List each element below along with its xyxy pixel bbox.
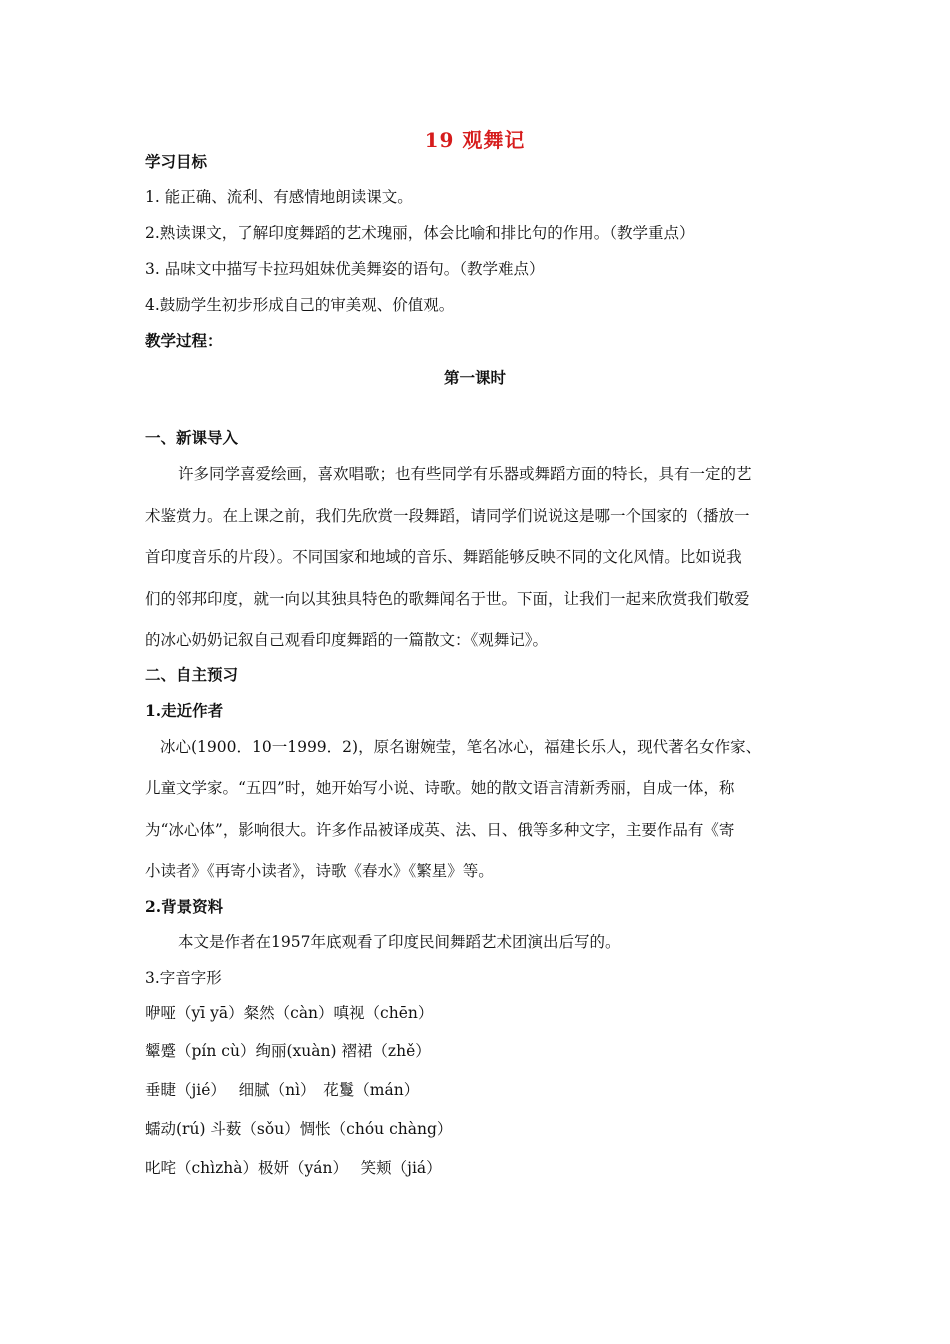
pronunciation-line: 蠕动(rú) 斗薮（sǒu）惆怅（chóu chàng） (145, 1120, 453, 1138)
pronunciation-line: 咿哑（yī yā）粲然（càn）嗔视（chēn） (145, 1004, 434, 1022)
paragraph-line: 许多同学喜爱绘画，喜欢唱歌；也有些同学有乐器或舞蹈方面的特长，具有一定的艺 (178, 465, 752, 483)
process-heading: 教学过程： (145, 331, 223, 350)
subsection-heading: 2.背景资料 (145, 897, 224, 916)
objective-item: 3. 品味文中描写卡拉玛姐妹优美舞姿的语句。（教学难点） (145, 260, 545, 278)
paragraph-line: 为“冰心体”，影响很大。许多作品被译成英、法、日、俄等多种文字，主要作品有《寄 (145, 821, 735, 839)
objective-item: 2.熟读课文，了解印度舞蹈的艺术瑰丽，体会比喻和排比句的作用。（教学重点） (145, 224, 695, 242)
paragraph-line: 小读者》《再寄小读者》，诗歌《春水》《繁星》等。 (145, 862, 494, 880)
objective-item: 4.鼓励学生初步形成自己的审美观、价值观。 (145, 296, 455, 314)
section-heading: 一、新课导入 (145, 428, 239, 447)
objective-item: 1. 能正确、流利、有感情地朗读课文。 (145, 188, 413, 206)
lesson-title: 19 观舞记 (424, 128, 526, 152)
lesson-heading: 第一课时 (443, 368, 506, 387)
paragraph-line: 冰心(1900．10一1999．2)，原名谢婉莹，笔名冰心，福建长乐人，现代著名女作家、 (160, 738, 762, 756)
paragraph-line: 首印度音乐的片段）。不同国家和地域的音乐、舞蹈能够反映不同的文化风情。比如说我 (145, 548, 742, 566)
paragraph-line: 儿童文学家。“五四”时，她开始写小说、诗歌。她的散文语言清新秀丽，自成一体，称 (145, 779, 735, 797)
section-heading: 二、自主预习 (145, 665, 239, 684)
paragraph-line: 的冰心奶奶记叙自己观看印度舞蹈的一篇散文：《观舞记》。 (145, 631, 549, 649)
subsection-heading: 1.走近作者 (145, 701, 224, 720)
pronunciation-line: 颦蹙（pín cù）绚丽(xuàn) 褶裙（zhě） (145, 1042, 431, 1060)
paragraph-line: 们的邻邦印度，就一向以其独具特色的歌舞闻名于世。下面，让我们一起来欣赏我们敬爱 (145, 590, 750, 608)
pronunciation-line: 垂睫（jié） 细腻（nì） 花鬘（mán） (145, 1081, 420, 1099)
pronunciation-line: 叱咤（chìzhà）极妍（yán） 笑颊（jiá） (145, 1159, 442, 1177)
objectives-heading: 学习目标 (145, 152, 208, 171)
subsection-heading: 3.字音字形 (145, 969, 222, 987)
paragraph-line: 术鉴赏力。在上课之前，我们先欣赏一段舞蹈，请同学们说说这是哪一个国家的（播放一 (145, 507, 750, 525)
paragraph-line: 本文是作者在1957年底观看了印度民间舞蹈艺术团演出后写的。 (178, 933, 621, 951)
